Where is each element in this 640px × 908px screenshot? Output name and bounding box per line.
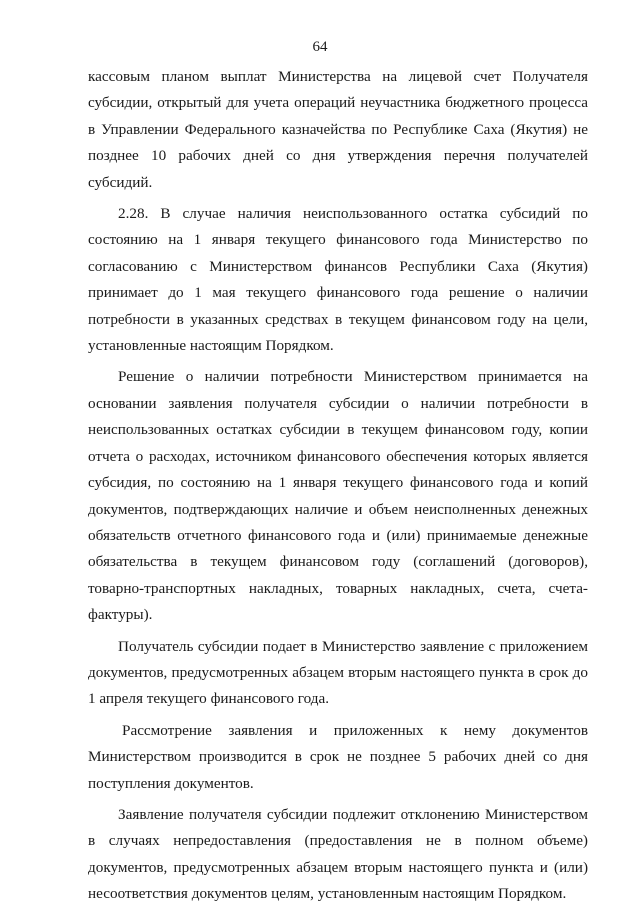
paragraph-review-term: Рассмотрение заявления и приложенных к нему документов Министерством производится в срок не позднее 5 рабочих дней со дня поступления документов. [88,721,588,792]
paragraph-rejection: Заявление получателя субсидии подлежит отклонению Министерством в случаях непредоставления (предоставления не в полном объеме) документов, предусмотренных абзацем вторым настоящего пункта и (или) несоответствия документов целям, установленным настоящим Порядком. [88,805,588,903]
paragraph-continuation: кассовым планом выплат Министерства на лицевой счет Получателя субсидии, открытый для учета операций неучастника бюджетного процесса в Управлении Федерального казначейства по Республике Саха (Якутия) не позднее 10 рабочих дней со дня утверждения перечня получателей субсидий. [88,68,588,191]
paragraph-decision: Решение о наличии потребности Министерством принимается на основании заявления получателя субсидии о наличии потребности в неиспользованных остатках субсидии в текущем финансовом году, копии отчета о расходах, источником финансового обеспечения которых является субсидия, по состоянию на 1 января текущего финансового года и копий документов, подтверждающих наличие и объем неисполненных денежных обязательств отчетного финансового года и (или) принимаемые денежные обязательства в текущем финансовом году (соглашений (договоров), товарно-транспортных накладных, товарных накладных, счета, счета-фактуры). [88,368,588,624]
document-body [88,64,588,908]
paragraph-2-28: 2.28. В случае наличия неиспользованного остатка субсидий по состоянию на 1 января текущего финансового года Министерство по согласованию с Министерством финансов Республики Саха (Якутия) принимает до 1 мая текущего финансового года решение о наличии потребности в указанных средствах в текущем финансовом году на цели, установленные настоящим Порядком. [88,205,588,355]
paragraph-application-submission: Получатель субсидии подает в Министерство заявление с приложением документов, предусмотренных абзацем вторым настоящего пункта в срок до 1 апреля текущего финансового года. [88,637,588,708]
page-number: 64 [312,39,328,55]
